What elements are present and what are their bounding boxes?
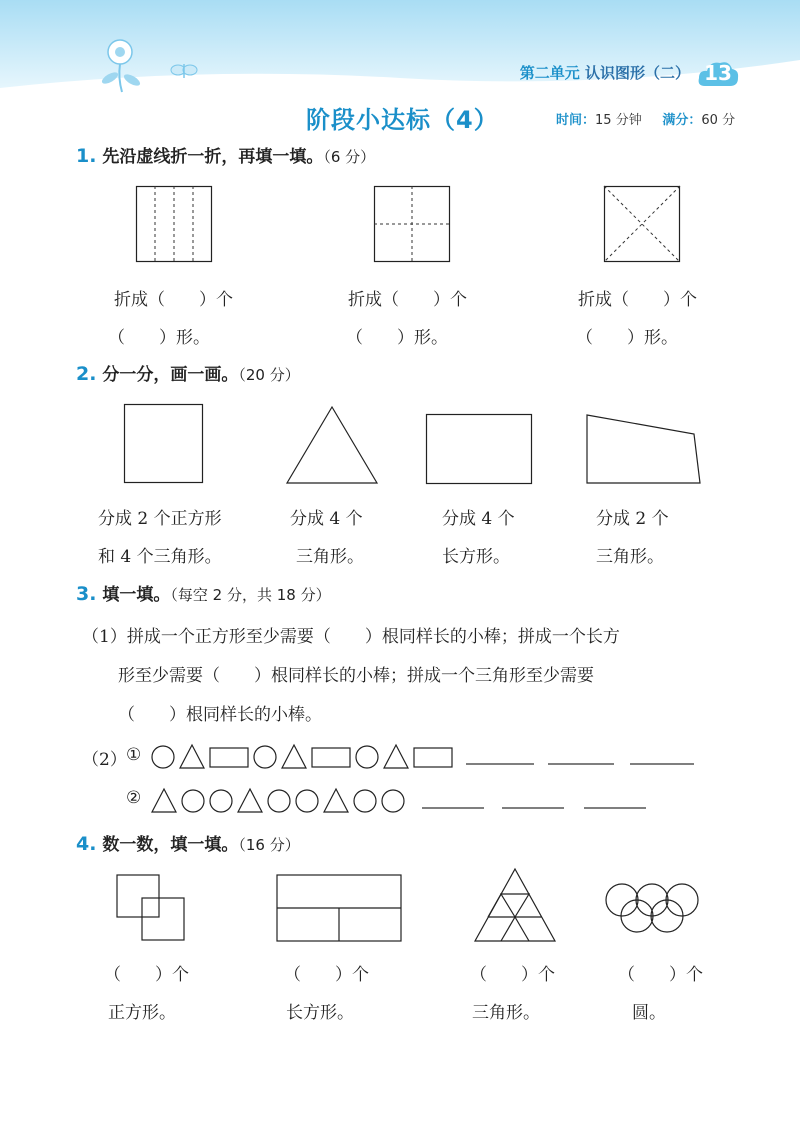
- unit-title: 认识图形（二）: [584, 64, 690, 82]
- score-label: 满分：: [662, 113, 702, 128]
- q2-trapezoid: [586, 414, 702, 484]
- unit-label: [520, 62, 690, 83]
- q1-text: 先沿虚线折一折，再填一填。: [102, 147, 324, 167]
- time-label: 时间：: [556, 113, 596, 128]
- rectangle-shape: [312, 748, 350, 767]
- circle-shape: [268, 790, 290, 812]
- q4-item2-line1: （ ）个: [284, 965, 369, 985]
- triangle-shape: [282, 745, 306, 768]
- q1-item1-line2: （ ）形。: [108, 328, 210, 348]
- circle-shape: [296, 790, 318, 812]
- q2-triangle: [286, 406, 378, 484]
- q4-item1-line1: （ ）个: [104, 965, 189, 985]
- q2-item3-line2: 长方形。: [442, 547, 510, 567]
- q3-part1-line1: （1）拼成一个正方形至少需要（ ）根同样长的小棒；拼成一个长方: [82, 627, 620, 647]
- circle-shape: [182, 790, 204, 812]
- q2-item3-line1: 分成 4 个: [442, 509, 515, 529]
- q2-number: 2.: [76, 363, 97, 385]
- q4-text: 数一数，填一填。: [102, 835, 239, 855]
- q2-item1-line2: 和 4 个三角形。: [98, 547, 222, 567]
- q1-number: 1.: [76, 145, 97, 167]
- q4-triangle-subdivided: [474, 868, 556, 942]
- q3-shape-sequence-1: [150, 742, 710, 772]
- page-number-badge: [697, 58, 739, 90]
- butterfly-icon: [171, 64, 197, 78]
- time-info: [556, 109, 735, 128]
- q3-text: 填一填。: [102, 585, 171, 605]
- q1-points: （6 分）: [323, 148, 376, 166]
- q4-overlapping-squares: [116, 874, 186, 942]
- q3-part1-line2: 形至少需要（ ）根同样长的小棒；拼成一个三角形至少需要: [118, 666, 594, 686]
- q1-item2-line2: （ ）形。: [346, 328, 448, 348]
- q2-item1-line1: 分成 2 个正方形: [98, 509, 222, 529]
- q2-rectangle: [426, 414, 532, 484]
- triangle-shape: [384, 745, 408, 768]
- q3-points: （每空 2 分，共 18 分）: [170, 586, 331, 604]
- q1-title: [76, 142, 375, 167]
- q4-item1-line2: 正方形。: [108, 1003, 176, 1023]
- circle-shape: [254, 746, 276, 768]
- q2-item4-line1: 分成 2 个: [596, 509, 669, 529]
- q2-item2-line2: 三角形。: [296, 547, 364, 567]
- q3-shape-sequence-2: [150, 786, 670, 816]
- q4-number: 4.: [76, 833, 97, 855]
- q3-title: [76, 580, 331, 605]
- q2-title: [76, 360, 300, 385]
- q1-square-diagonal-folds: [604, 186, 680, 262]
- q3-seq2-answer-blanks: [422, 806, 652, 810]
- triangle-shape: [324, 789, 348, 812]
- q3-part2-label: （2）: [82, 750, 127, 770]
- q2-item4-line2: 三角形。: [596, 547, 664, 567]
- q2-points: （20 分）: [238, 366, 300, 384]
- q1-square-vertical-folds: [136, 186, 212, 262]
- q4-item3-line2: 三角形。: [472, 1003, 540, 1023]
- q4-points: （16 分）: [238, 836, 300, 854]
- q3-number: 3.: [76, 583, 97, 605]
- q2-text: 分一分，画一画。: [102, 365, 239, 385]
- q4-item3-line1: （ ）个: [470, 965, 555, 985]
- q4-item4-line1: （ ）个: [618, 965, 703, 985]
- q1-item2-line1: 折成（ ）个: [348, 290, 467, 310]
- q3-seq1-answer-blanks: [466, 762, 696, 766]
- page-number: 13: [704, 61, 732, 85]
- circle-shape: [354, 790, 376, 812]
- time-value: 15 分钟: [595, 113, 642, 128]
- q4-title: [76, 830, 300, 855]
- triangle-shape: [180, 745, 204, 768]
- score-value: 60 分: [701, 113, 736, 128]
- q1-item3-line2: （ ）形。: [576, 328, 678, 348]
- q4-divided-rectangle: [276, 874, 402, 942]
- q2-item2-line1: 分成 4 个: [290, 509, 363, 529]
- circle-shape: [210, 790, 232, 812]
- q4-olympic-rings: [604, 880, 700, 936]
- circle-shape: [382, 790, 404, 812]
- q4-item2-line2: 长方形。: [286, 1003, 354, 1023]
- q1-square-cross-folds: [374, 186, 450, 262]
- triangle-shape: [152, 789, 176, 812]
- q1-item3-line1: 折成（ ）个: [578, 290, 697, 310]
- q2-square: [124, 404, 204, 484]
- rectangle-shape: [414, 748, 452, 767]
- circle-shape: [356, 746, 378, 768]
- q1-item1-line1: 折成（ ）个: [114, 290, 233, 310]
- q4-item4-line2: 圆。: [632, 1003, 666, 1023]
- rectangle-shape: [210, 748, 248, 767]
- triangle-shape: [238, 789, 262, 812]
- page-title: 阶段小达标（4）: [306, 106, 499, 134]
- q3-seq1-marker: ①: [126, 745, 142, 765]
- unit-name: 第二单元: [519, 64, 580, 82]
- q3-part1-line3: （ ）根同样长的小棒。: [118, 705, 322, 725]
- circle-shape: [152, 746, 174, 768]
- q3-seq2-marker: ②: [126, 788, 142, 808]
